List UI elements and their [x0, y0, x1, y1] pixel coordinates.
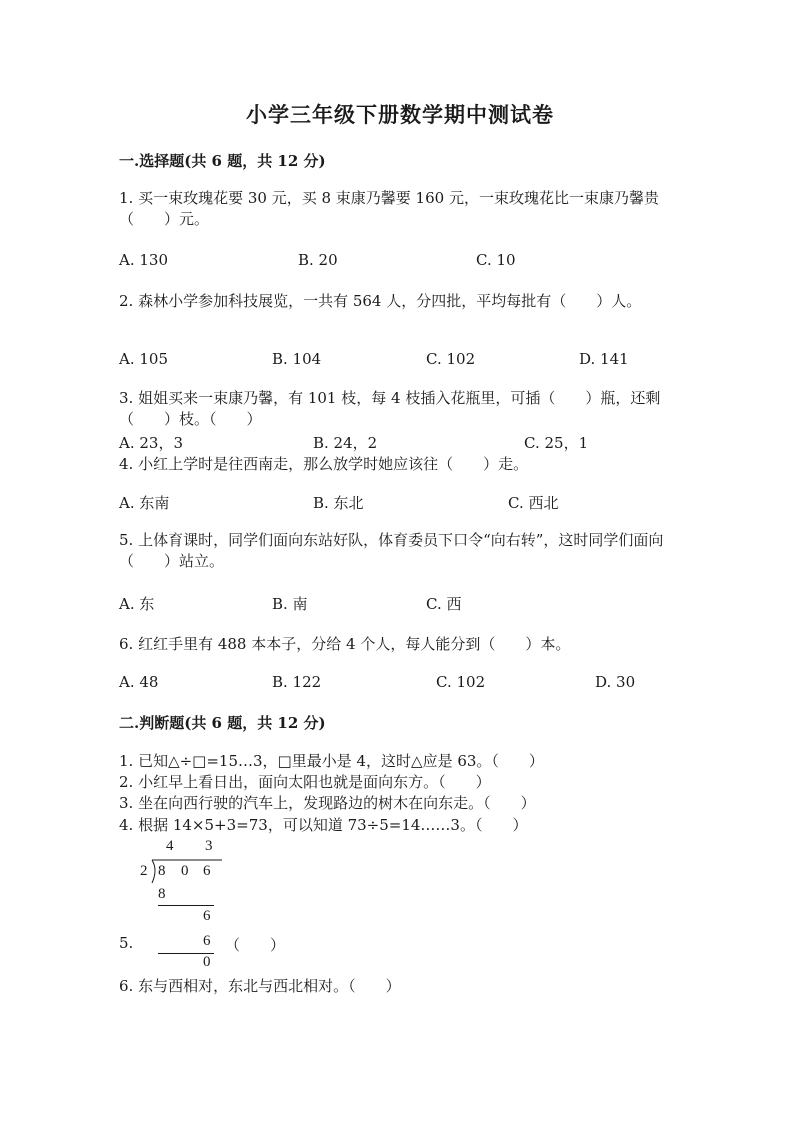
- question-6-option-b: B. 122: [272, 673, 322, 691]
- long-division-figure: [140, 838, 230, 972]
- question-1-text: 1. 买一束玫瑰花要 30 元，买 8 束康乃馨要 160 元，一束玫瑰花比一束康乃馨贵（ ）元。: [119, 189, 659, 228]
- question-5-option-c: C. 西: [426, 595, 462, 613]
- question-3-option-a: A. 23，3: [119, 434, 183, 452]
- judgment-5-text: 5.: [119, 934, 134, 952]
- question-2-option-b: B. 104: [272, 350, 322, 368]
- judgment-5-answer-paren: （ ）: [225, 936, 286, 954]
- section-heading-judgment: 二.判断题(共 6 题，共 12 分): [119, 714, 326, 732]
- question-5-text: 5. 上体育课时，同学们面向东站好队，体育委员下口令“向右转”，这时同学们面向（ ）站立。: [119, 531, 664, 570]
- question-3-text: 3. 姐姐买来一束康乃馨，有 101 枝，每 4 枝插入花瓶里，可插（ ）瓶，还剩（ ）枝。（ ）: [119, 389, 661, 428]
- quotient-digit-2: 3: [205, 838, 213, 854]
- question-2-option-c: C. 102: [426, 350, 476, 368]
- question-6-option-c: C. 102: [436, 673, 486, 691]
- question-2-text: 2. 森林小学参加科技展览，一共有 564 人，分四批，平均每批有（ ）人。: [119, 292, 642, 310]
- page-title: 小学三年级下册数学期中测试卷: [246, 102, 554, 127]
- question-5-option-a: A. 东: [119, 595, 155, 613]
- question-1-option-c: C. 10: [476, 251, 516, 269]
- question-6-option-a: A. 48: [119, 673, 159, 691]
- section-heading-choice: 一.选择题(共 6 题，共 12 分): [119, 152, 326, 170]
- judgment-2-text: 2. 小红早上看日出，面向太阳也就是面向东方。（ ）: [119, 773, 491, 791]
- judgment-6-text: 6. 东与西相对，东北与西北相对。（ ）: [119, 977, 401, 995]
- question-3-option-c: C. 25，1: [524, 434, 589, 452]
- question-1-option-a: A. 130: [119, 251, 168, 269]
- dividend-digit-3: 6: [203, 863, 211, 879]
- question-4-option-c: C. 西北: [508, 494, 559, 512]
- question-6-text: 6. 红红手里有 488 本本子，分给 4 个人，每人能分到（ ）本。: [119, 635, 571, 653]
- division-step-3: 6: [203, 933, 211, 949]
- judgment-3-text: 3. 坐在向西行驶的汽车上，发现路边的树木在向东走。（ ）: [119, 794, 536, 812]
- question-4-option-b: B. 东北: [313, 494, 364, 512]
- question-6-option-d: D. 30: [595, 673, 636, 691]
- judgment-4-text: 4. 根据 14×5+3=73，可以知道 73÷5=14……3。（ ）: [119, 816, 528, 834]
- question-3-option-b: B. 24，2: [313, 434, 378, 452]
- question-4-text: 4. 小红上学时是往西南走，那么放学时她应该往（ ）走。: [119, 455, 529, 473]
- division-remainder: 0: [203, 954, 211, 970]
- question-2-option-a: A. 105: [119, 350, 168, 368]
- question-5-option-b: B. 南: [272, 595, 308, 613]
- dividend-digit-1: 8: [158, 863, 166, 879]
- dividend-digit-2: 0: [181, 863, 189, 879]
- question-4-option-a: A. 东南: [119, 494, 170, 512]
- judgment-1-text: 1. 已知△÷□=15…3，□里最小是 4，这时△应是 63。（ ）: [119, 752, 544, 770]
- division-step-1: 8: [158, 886, 166, 902]
- division-step-2: 6: [203, 908, 211, 924]
- division-rule-1: [158, 905, 214, 906]
- divisor-digit: 2: [140, 863, 148, 879]
- quotient-digit-1: 4: [166, 838, 174, 854]
- question-2-option-d: D. 141: [579, 350, 629, 368]
- question-1-option-b: B. 20: [298, 251, 338, 269]
